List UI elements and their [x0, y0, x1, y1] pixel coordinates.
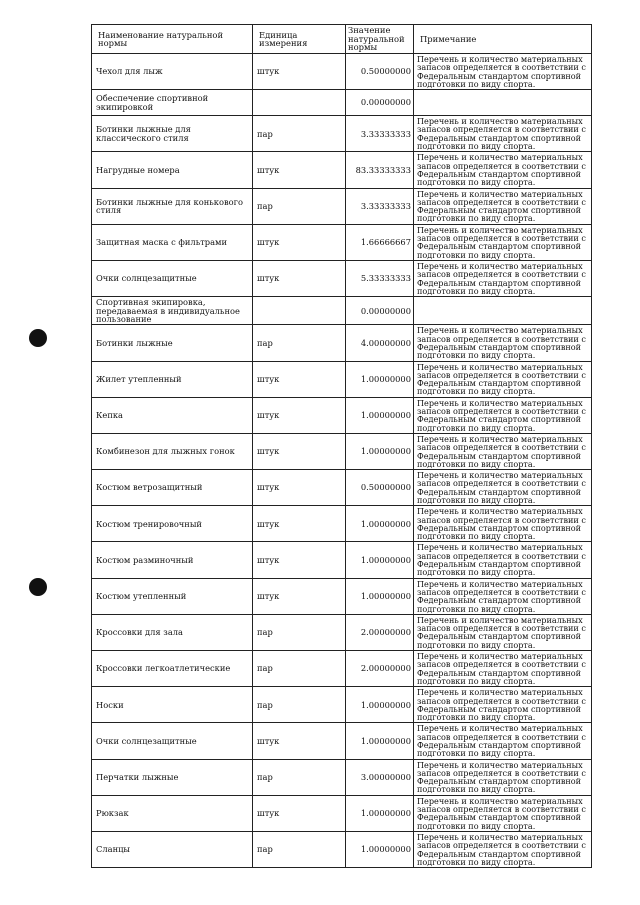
table-row	[92, 433, 592, 469]
cell-note: Перечень и количество материальных запасов определяется в соответствии с Федеральным стандартом спортивной подготовки по виду спорта.	[414, 397, 592, 433]
cell-unit: штук	[253, 260, 346, 296]
cell-value: 1.00000000	[346, 831, 414, 867]
table-row	[92, 224, 592, 260]
cell-note: Перечень и количество материальных запасов определяется в соответствии с Федеральным стандартом спортивной подготовки по виду спорта.	[414, 687, 592, 723]
cell-value: 3.33333333	[346, 116, 414, 152]
cell-value: 0.50000000	[346, 470, 414, 506]
cell-name: Жилет утепленный	[92, 361, 253, 397]
cell-name: Перчатки лыжные	[92, 759, 253, 795]
cell-value: 1.00000000	[346, 397, 414, 433]
table-row	[92, 116, 592, 152]
table-row	[92, 687, 592, 723]
cell-note: Перечень и количество материальных запасов определяется в соответствии с Федеральным стандартом спортивной подготовки по виду спорта.	[414, 723, 592, 759]
cell-value: 1.00000000	[346, 723, 414, 759]
cell-note: Перечень и количество материальных запасов определяется в соответствии с Федеральным стандартом спортивной подготовки по виду спорта.	[414, 831, 592, 867]
norms-table	[91, 24, 592, 868]
cell-name: Ботинки лыжные для классического стиля	[92, 116, 253, 152]
cell-note: Перечень и количество материальных запасов определяется в соответствии с Федеральным стандартом спортивной подготовки по виду спорта.	[414, 361, 592, 397]
cell-note: Перечень и количество материальных запасов определяется в соответствии с Федеральным стандартом спортивной подготовки по виду спорта.	[414, 651, 592, 687]
cell-name: Кроссовки для зала	[92, 614, 253, 650]
cell-name: Защитная маска с фильтрами	[92, 224, 253, 260]
cell-note: Перечень и количество материальных запасов определяется в соответствии с Федеральным стандартом спортивной подготовки по виду спорта.	[414, 578, 592, 614]
cell-name: Спортивная экипировка, передаваемая в индивидуальное пользование	[92, 297, 253, 325]
cell-unit: пар	[253, 651, 346, 687]
cell-value: 2.00000000	[346, 651, 414, 687]
cell-note: Перечень и количество материальных запасов определяется в соответствии с Федеральным стандартом спортивной подготовки по виду спорта.	[414, 152, 592, 188]
table-header-row	[92, 25, 592, 54]
cell-note: Перечень и количество материальных запасов определяется в соответствии с Федеральным стандартом спортивной подготовки по виду спорта.	[414, 188, 592, 224]
cell-value: 1.00000000	[346, 433, 414, 469]
cell-unit: пар	[253, 831, 346, 867]
cell-value: 1.00000000	[346, 542, 414, 578]
cell-value: 1.00000000	[346, 795, 414, 831]
header-name: Наименование натуральной нормы	[92, 25, 253, 54]
cell-note: Перечень и количество материальных запасов определяется в соответствии с Федеральным стандартом спортивной подготовки по виду спорта.	[414, 506, 592, 542]
cell-name: Костюм ветрозащитный	[92, 470, 253, 506]
cell-unit: пар	[253, 687, 346, 723]
cell-name: Комбинезон для лыжных гонок	[92, 433, 253, 469]
cell-value: 3.33333333	[346, 188, 414, 224]
cell-note	[414, 90, 592, 116]
cell-name: Костюм разминочный	[92, 542, 253, 578]
cell-name: Костюм тренировочный	[92, 506, 253, 542]
cell-note: Перечень и количество материальных запасов определяется в соответствии с Федеральным стандартом спортивной подготовки по виду спорта.	[414, 470, 592, 506]
cell-value: 0.00000000	[346, 297, 414, 325]
cell-value: 1.00000000	[346, 687, 414, 723]
cell-unit	[253, 90, 346, 116]
cell-value: 1.66666667	[346, 224, 414, 260]
cell-unit	[253, 297, 346, 325]
table-row	[92, 614, 592, 650]
cell-unit: штук	[253, 542, 346, 578]
table-row	[92, 297, 592, 325]
cell-unit: пар	[253, 759, 346, 795]
table-row	[92, 542, 592, 578]
cell-note: Перечень и количество материальных запасов определяется в соответствии с Федеральным стандартом спортивной подготовки по виду спорта.	[414, 542, 592, 578]
header-value: Значение натуральной нормы	[346, 25, 414, 54]
cell-value: 1.00000000	[346, 506, 414, 542]
cell-name: Рюкзак	[92, 795, 253, 831]
cell-name: Ботинки лыжные для конькового стиля	[92, 188, 253, 224]
cell-unit: штук	[253, 723, 346, 759]
cell-note: Перечень и количество материальных запасов определяется в соответствии с Федеральным стандартом спортивной подготовки по виду спорта.	[414, 433, 592, 469]
cell-unit: пар	[253, 116, 346, 152]
table-row	[92, 260, 592, 296]
header-unit: Единица измерения	[253, 25, 346, 54]
cell-value: 83.33333333	[346, 152, 414, 188]
cell-unit: штук	[253, 506, 346, 542]
header-note: Примечание	[414, 25, 592, 54]
table-row	[92, 651, 592, 687]
cell-value: 0.50000000	[346, 54, 414, 90]
table-row	[92, 578, 592, 614]
cell-note: Перечень и количество материальных запасов определяется в соответствии с Федеральным стандартом спортивной подготовки по виду спорта.	[414, 325, 592, 361]
cell-unit: штук	[253, 224, 346, 260]
cell-unit: штук	[253, 54, 346, 90]
cell-value: 2.00000000	[346, 614, 414, 650]
table-row	[92, 506, 592, 542]
cell-name: Носки	[92, 687, 253, 723]
table-row	[92, 325, 592, 361]
table-row	[92, 397, 592, 433]
cell-name: Очки солнцезащитные	[92, 260, 253, 296]
cell-name: Нагрудные номера	[92, 152, 253, 188]
table-row	[92, 831, 592, 867]
cell-name: Сланцы	[92, 831, 253, 867]
cell-value: 1.00000000	[346, 361, 414, 397]
cell-value: 5.33333333	[346, 260, 414, 296]
table-row	[92, 188, 592, 224]
cell-unit: штук	[253, 578, 346, 614]
cell-name: Чехол для лыж	[92, 54, 253, 90]
table-row	[92, 759, 592, 795]
cell-unit: штук	[253, 397, 346, 433]
cell-value: 4.00000000	[346, 325, 414, 361]
cell-value: 0.00000000	[346, 90, 414, 116]
cell-note: Перечень и количество материальных запасов определяется в соответствии с Федеральным стандартом спортивной подготовки по виду спорта.	[414, 224, 592, 260]
table-row	[92, 723, 592, 759]
table-row	[92, 54, 592, 90]
table-row	[92, 361, 592, 397]
cell-unit: штук	[253, 795, 346, 831]
cell-unit: штук	[253, 433, 346, 469]
punch-hole-top	[29, 329, 47, 347]
cell-unit: штук	[253, 152, 346, 188]
table-row	[92, 795, 592, 831]
cell-name: Костюм утепленный	[92, 578, 253, 614]
cell-note: Перечень и количество материальных запасов определяется в соответствии с Федеральным стандартом спортивной подготовки по виду спорта.	[414, 116, 592, 152]
cell-note: Перечень и количество материальных запасов определяется в соответствии с Федеральным стандартом спортивной подготовки по виду спорта.	[414, 260, 592, 296]
cell-value: 1.00000000	[346, 578, 414, 614]
cell-note: Перечень и количество материальных запасов определяется в соответствии с Федеральным стандартом спортивной подготовки по виду спорта.	[414, 759, 592, 795]
cell-value: 3.00000000	[346, 759, 414, 795]
cell-name: Очки солнцезащитные	[92, 723, 253, 759]
cell-name: Ботинки лыжные	[92, 325, 253, 361]
cell-note: Перечень и количество материальных запасов определяется в соответствии с Федеральным стандартом спортивной подготовки по виду спорта.	[414, 54, 592, 90]
punch-hole-bottom	[29, 578, 47, 596]
table-row	[92, 90, 592, 116]
cell-note: Перечень и количество материальных запасов определяется в соответствии с Федеральным стандартом спортивной подготовки по виду спорта.	[414, 614, 592, 650]
cell-name: Кепка	[92, 397, 253, 433]
cell-unit: пар	[253, 614, 346, 650]
cell-unit: пар	[253, 188, 346, 224]
cell-name: Обеспечение спортивной экипировкой	[92, 90, 253, 116]
cell-unit: штук	[253, 470, 346, 506]
cell-name: Кроссовки легкоатлетические	[92, 651, 253, 687]
cell-note: Перечень и количество материальных запасов определяется в соответствии с Федеральным стандартом спортивной подготовки по виду спорта.	[414, 795, 592, 831]
table-row	[92, 152, 592, 188]
cell-unit: пар	[253, 325, 346, 361]
cell-unit: штук	[253, 361, 346, 397]
cell-note	[414, 297, 592, 325]
table-row	[92, 470, 592, 506]
